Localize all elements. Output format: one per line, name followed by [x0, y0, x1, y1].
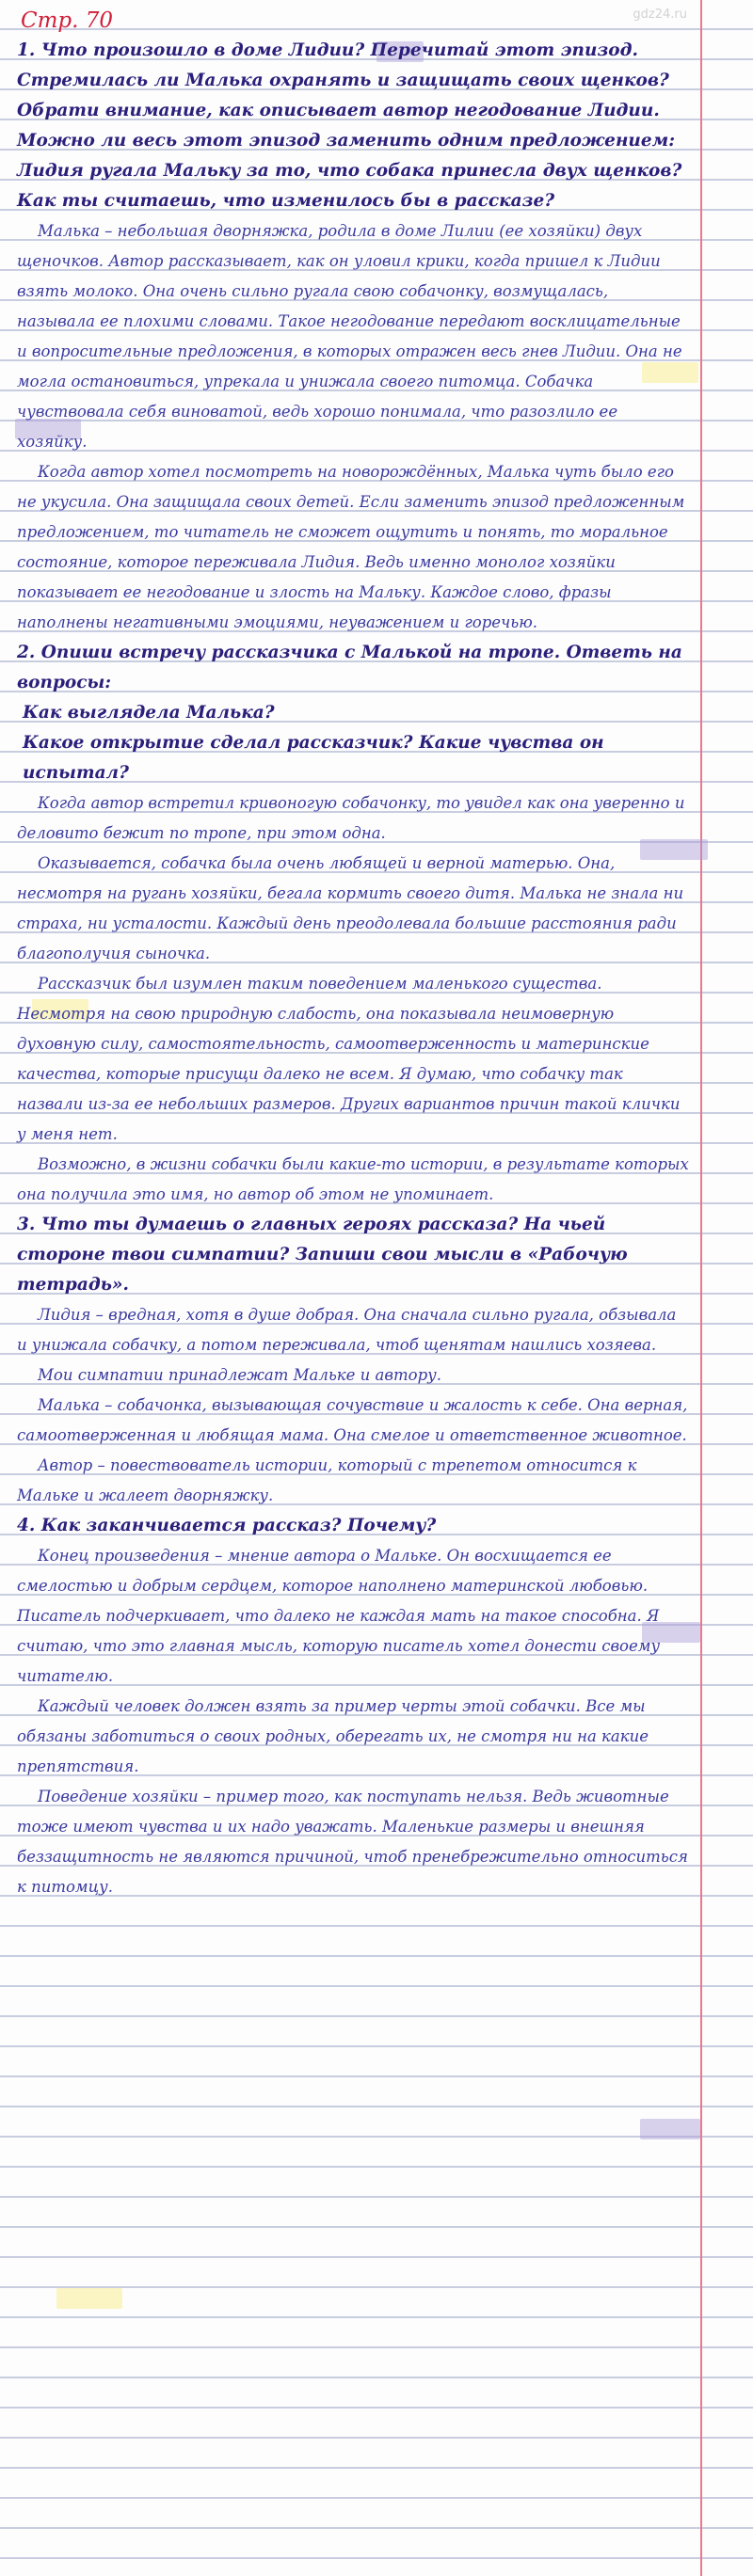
question-2-sub: Какое открытие сделал рассказчик? Какие чувства он испытал?	[23, 733, 604, 783]
question-1-followup: Можно ли весь этот эпизод заменить одним предложением: Лидия ругала Мальку за то, что собака принесла двух щенков? Как ты считаешь, что изменилось бы в рассказе?	[17, 131, 682, 211]
answer-paragraph: Малька – небольшая дворняжка, родила в доме Лилии (ее хозяйки) двух щеночков. Автор рассказывает, как он уловил крики, когда пришел к Лидии взять молоко. Она очень сильно ругала свою собачонку, возмущалась, называла ее плохими словами. Такое негодование передают восклицательные и вопросительные предложения, в которых отражен весь гнев Лидии. Она не могла остановиться, упрекала и унижала своего питомца. Собачка чувствовала себя виноватой, ведь хорошо понимала, что разозлило ее хозяйку.	[17, 222, 682, 451]
highlight-mark	[56, 2288, 122, 2309]
section-3	[17, 1210, 691, 1511]
section-1	[17, 36, 691, 638]
answer-paragraph: Автор – повествователь истории, который с трепетом относится к Мальке и жалеет дворняжку.	[17, 1456, 637, 1504]
answer-paragraph: Когда автор встретил кривоногую собачонку, то увидел как она уверенно и деловито бежит по тропе, при этом одна.	[17, 794, 685, 842]
question-2-sub: Как выглядела Малька?	[23, 703, 275, 723]
highlight-mark	[640, 2119, 700, 2139]
answer-paragraph: Малька – собачонка, вызывающая сочувствие и жалость к себе. Она верная, самоотверженная и любящая мама. Она смелое и ответственное животное.	[17, 1396, 688, 1444]
answer-paragraph: Поведение хозяйки – пример того, как поступать нельзя. Ведь животные тоже имеют чувства и их надо уважать. Маленькие размеры и внешняя беззащитность не являются причиной, чтоб пренебрежительно относиться к питомцу.	[17, 1788, 688, 1896]
answer-paragraph: Лидия – вредная, хотя в душе добрая. Она сначала сильно ругала, обзывала и унижала собачку, а потом переживала, чтоб щенятам нашлись хозяева.	[17, 1306, 677, 1354]
answer-paragraph: Мои симпатии принадлежат Мальке и автору.	[38, 1366, 441, 1384]
margin-line	[700, 0, 702, 2576]
question-4: 4. Как заканчивается рассказ? Почему?	[17, 1516, 437, 1535]
site-logo: gdz24.ru	[633, 8, 687, 22]
answer-paragraph: Каждый человек должен взять за пример черты этой собачки. Все мы обязаны заботиться о своих родных, оберегать их, не смотря ни на какие препятствия.	[17, 1697, 649, 1775]
answer-paragraph: Рассказчик был изумлен таким поведением маленького существа. Несмотря на свою природную слабость, она показывала неимоверную духовную силу, самостоятельность, самоотверженность и материнские качества, которые присущи далеко не всем. Я думаю, что собачку так назвали из-за ее небольших размеров. Других вариантов причин такой клички у меня нет.	[17, 975, 681, 1143]
question-1: 1. Что произошло в доме Лидии? Перечитай этот эпизод. Стремилась ли Малька охранять и защищать своих щенков? Обрати внимание, как описывает автор негодование Лидии.	[17, 40, 669, 120]
answer-paragraph: Оказывается, собачка была очень любящей и верной матерью. Она, несмотря на ругань хозяйки, бегала кормить своего дитя. Малька не знала ни страха, ни усталости. Каждый день преодолевала большие расстояния ради благополучия сыночка.	[17, 854, 684, 962]
question-2: 2. Опиши встречу рассказчика с Малькой на тропе. Ответь на вопросы:	[17, 643, 682, 692]
section-4	[17, 1511, 691, 1902]
section-2	[17, 638, 691, 1210]
answer-paragraph: Конец произведения – мнение автора о Мальке. Он восхищается ее смелостью и добрым сердцем, которое наполнено материнской любовью. Писатель подчеркивает, что далеко не каждая мать на такое способна. Я считаю, что это главная мысль, которую писатель хотел донести своему читателю.	[17, 1547, 661, 1685]
page-number: Стр. 70	[21, 8, 114, 33]
document-body	[17, 36, 691, 1902]
question-3: 3. Что ты думаешь о главных героях рассказа? На чьей стороне твои симпатии? Запиши свои мысли в «Рабочую тетрадь».	[17, 1215, 628, 1295]
answer-paragraph: Возможно, в жизни собачки были какие-то истории, в результате которых она получила это имя, но автор об этом не упоминает.	[17, 1155, 689, 1203]
answer-paragraph: Когда автор хотел посмотреть на новорождённых, Малька чуть было его не укусила. Она защищала своих детей. Если заменить эпизод предложенным предложением, то читатель не сможет ощутить и понять, то моральное состояние, которое переживала Лидия. Ведь именно монолог хозяйки показывает ее негодование и злость на Мальку. Каждое слово, фразы наполнены негативными эмоциями, неуважением и горечью.	[17, 463, 685, 631]
